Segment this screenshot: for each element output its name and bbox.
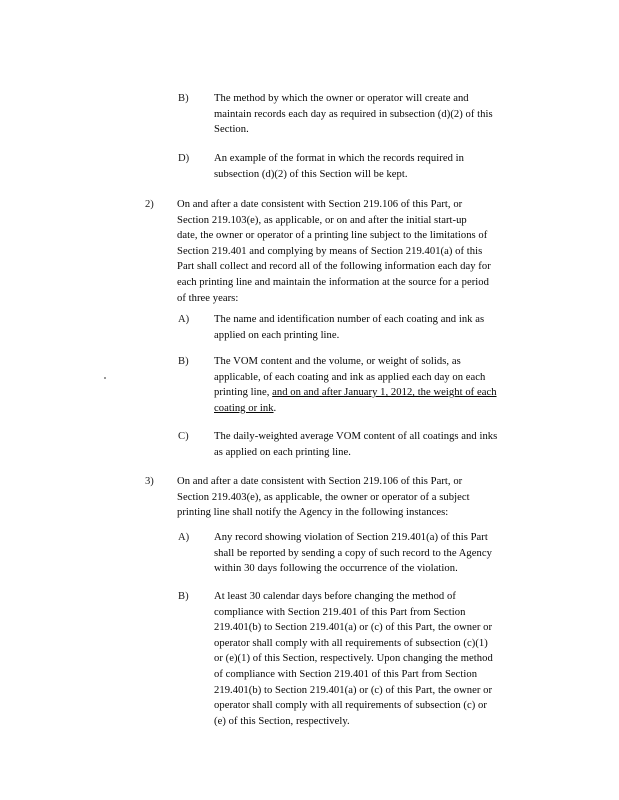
text-line: compliance with Section 219.401 of this Part from Section	[214, 606, 466, 618]
text-line: Any record showing violation of Section 219.401(a) of this Part	[214, 532, 488, 543]
item-marker: C)	[178, 431, 189, 442]
item-marker: B)	[178, 93, 189, 104]
text-segment: .	[273, 402, 277, 414]
paragraph-3-a	[214, 530, 492, 577]
paragraph-2-b	[214, 354, 497, 416]
item-marker: B)	[178, 356, 189, 367]
text-line: An example of the format in which the records required in	[214, 153, 464, 164]
text-line	[214, 401, 497, 417]
text-line: applicable, of each coating and ink as applied each day on each	[214, 371, 486, 383]
item-marker: D)	[178, 153, 190, 164]
paragraph-3-b	[214, 589, 493, 729]
text-line: On and after a date consistent with Section 219.106 of this Part, or	[177, 199, 463, 210]
text-segment: printing line,	[214, 387, 273, 399]
text-line: The method by which the owner or operator will create and	[214, 93, 469, 104]
text-line: applied on each printing line.	[214, 329, 340, 341]
paragraph-2	[177, 197, 491, 306]
item-marker: 2)	[145, 199, 154, 210]
item-marker: A)	[178, 314, 190, 325]
text-line: Section 219.401 and complying by means of Section 219.401(a) of this	[177, 245, 483, 257]
paragraph-2-a	[214, 312, 484, 343]
amendment-text: coating or ink	[214, 402, 274, 414]
text-line: At least 30 calendar days before changing the method of	[214, 591, 456, 602]
text-line: as applied on each printing line.	[214, 446, 351, 458]
amendment-text: and on and after January 1, 2012, the weight of each	[272, 387, 497, 399]
text-line: maintain records each day as required in subsection (d)(2) of this	[214, 108, 493, 120]
text-line: (e) of this Section, respectively.	[214, 715, 350, 727]
text-line: Section 219.103(e), as applicable, or on and after the initial start-up	[177, 214, 467, 226]
text-line: Part shall collect and record all of the following information each day for	[177, 261, 491, 273]
text-line: On and after a date consistent with Section 219.106 of this Part, or	[177, 476, 463, 487]
text-line: or (e)(1) of this Section, respectively. Upon changing the method	[214, 653, 493, 665]
paragraph-2-c	[214, 429, 497, 460]
paragraph-3	[177, 474, 470, 521]
text-line: Section 219.403(e), as applicable, the owner or operator of a subject	[177, 491, 470, 503]
text-line: 219.401(b) to Section 219.401(a) or (c) of this Part, the owner or	[214, 622, 493, 634]
item-marker: A)	[178, 532, 190, 543]
text-line: printing line shall notify the Agency in the following instances:	[177, 507, 449, 519]
text-line: The VOM content and the volume, or weight of solids, as	[214, 356, 461, 367]
item-marker: 3)	[145, 476, 154, 487]
text-line: operator shall comply with all requirements of subsection (c)(1)	[214, 637, 488, 649]
item-marker: B)	[178, 591, 189, 602]
text-line	[214, 385, 497, 401]
text-line: The daily-weighted average VOM content of all coatings and inks	[214, 431, 498, 442]
scan-speck	[104, 377, 106, 379]
text-line: each printing line and maintain the information at the source for a period	[177, 276, 489, 288]
text-line: Section.	[214, 124, 249, 136]
paragraph-b-records	[214, 91, 493, 138]
text-line: subsection (d)(2) of this Section will be kept.	[214, 168, 408, 180]
paragraph-d-example	[214, 151, 464, 182]
text-line: of three years:	[177, 292, 239, 304]
text-line: date, the owner or operator of a printing line subject to the limitations of	[177, 230, 488, 242]
text-line: 219.401(b) to Section 219.401(a) or (c) of this Part, the owner or	[214, 684, 493, 696]
text-line: The name and identification number of each coating and ink as	[214, 314, 485, 325]
text-line: operator shall comply with all requirements of subsection (c) or	[214, 700, 487, 712]
text-line: shall be reported by sending a copy of such record to the Agency	[214, 547, 492, 559]
text-line: of compliance with Section 219.401 of this Part from Section	[214, 668, 478, 680]
text-line: within 30 days following the occurrence of the violation.	[214, 563, 458, 575]
